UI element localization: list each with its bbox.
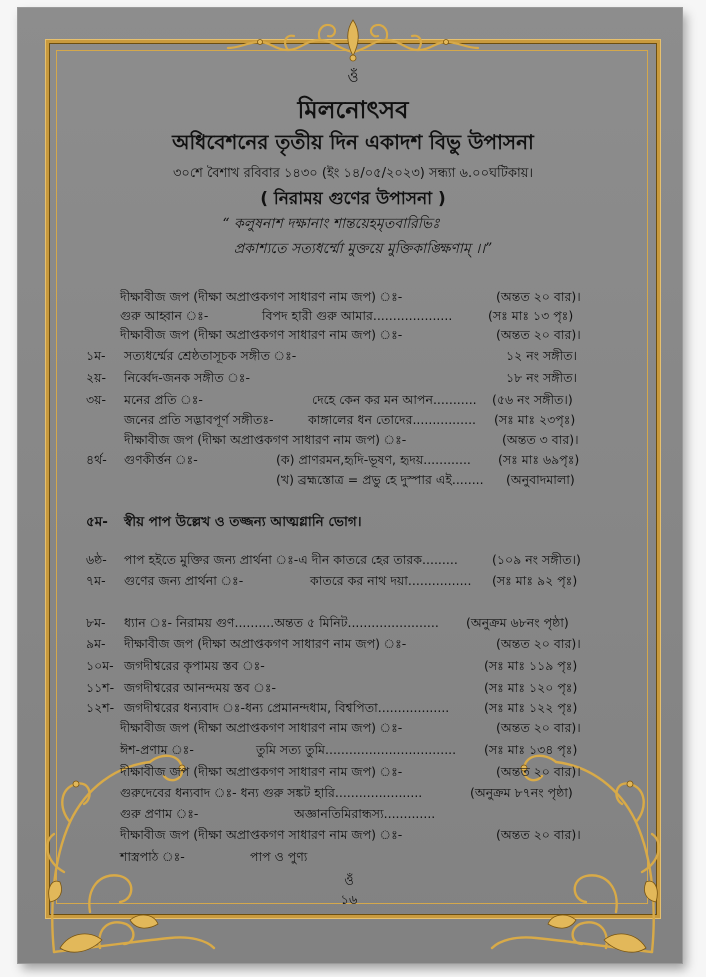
quote-line: “ কলুষনাশ দক্ষানাং শান্তয়েহমৃতবারিভিঃ xyxy=(222,216,440,232)
om-symbol-footer: ওঁ xyxy=(344,874,354,889)
page-subtitle: অধিবেশনের তৃতীয় দিন একাদশ বিভু উপাসনা xyxy=(172,130,534,154)
om-symbol: ওঁ xyxy=(347,68,359,86)
topic-heading: ( নিরাময় গুণের উপাসনা ) xyxy=(260,189,446,209)
date-line: ৩০শে বৈশাখ রবিবার ১৪৩০ (ইং ১৪/০৫/২০২৩) সন্ধ্যা ৬.০০ঘটিকায়। xyxy=(172,166,534,181)
scroll-ornament-icon xyxy=(220,12,486,64)
page-number: ১৬ xyxy=(340,893,358,908)
page: ওঁ মিলনোৎসব অধিবেশনের তৃতীয় দিন একাদশ বিভু উপাসনা ৩০শে বৈশাখ রবিবার ১৪৩০ (ইং ১৪/০৫/২০২৩) সন্ধ্যা ৬.০০ঘটিকায়। ( নিরাময় গুণের উপাসনা ) “ কলুষনাশ দক্ষানাং শান্তয়েহমৃতবারিভিঃ প্রকাশ্যতে সত্যধর্ম্মো মুক্তয়ে মুক্তিকাঙ্ক্ষিণাম্ ।।” দীক্ষাবীজ জপ (দীক্ষা অপ্রাপ্তকগণ সাধারণ নাম জপ) ঃ- (অন্তত ২০ বার)। গুরু আহ্বান ঃ- বিপদ হারী গুরু আমার.................... (সঃ মাঃ ১৩ পৃঃ) দীক্ষাবীজ জপ (দীক্ষা অপ্রাপ্তকগণ সাধারণ নাম জপ) ঃ- (অন্তত ২০ বার)। ১ম- সত্যধর্ম্মের শ্রেষ্ঠতাসূচক সঙ্গীত ঃ- ১২ নং সঙ্গীত। ২য়- নির্ব্বেদ-জনক সঙ্গীত ঃ- ১৮ নং সঙ্গীত। ৩য়- মনের প্রতি ঃ- দেহে কেন কর মন আপন........... (৫৬ নং সঙ্গীত।) জনের প্রতি সদ্ভাবপূর্ণ সঙ্গীতঃ- কাঙ্গালের ধন তোদের................ (সঃ মাঃ ২৩পৃঃ) দীক্ষাবীজ জপ (দীক্ষা অপ্রাপ্তকগণ সাধারণ নাম জপ) ঃ- (অন্তত ৩ বার)। ৪র্থ- গুণকীর্ত্তন ঃ- (ক) প্রাণরমন,হৃদি-ভূষণ, হৃদয়............ (সঃ মাঃ ৬৯পৃঃ) (খ) ব্রহ্মস্তোত্র = প্রভু হে দুস্পার এই........ (অনুবাদমালা) ৫ম- স্বীয় পাপ উল্লেখ ও তজ্জন্য আত্মগ্লানি ভোগ। ৬ষ্ঠ- পাপ হইতে মুক্তির জন্য প্রার্থনা ঃ-এ দীন কাতরে হের তারক......... (১০৯ নং সঙ্গীত।) ৭ম- গুণের জন্য প্রার্থনা ঃ- কাতরে কর নাথ দয়া................ (সঃ মাঃ ৯২ পৃঃ) ৮ম- ধ্যান ঃ- নিরাময় গুণ..........অন্তত ৫ মিনিট....................... (অনুক্রম ৬৮নং পৃষ্ঠা) ৯ম- দীক্ষাবীজ জপ (দীক্ষা অপ্রাপ্তকগণ সাধারণ নাম জপ) ঃ- (অন্তত ২০ বার)। ১০ম- জগদীশ্বরের কৃপাময় স্তব ঃ- (সঃ মাঃ ১১৯ পৃঃ) ১১শ- জগদীশ্বরের আনন্দময় স্তব ঃ- (সঃ মাঃ ১২০ পৃঃ) ১২শ- জগদীশ্বরের ধন্যবাদ ঃ-ধন্য প্রেমানন্দধাম, বিশ্বপিতা.................. (সঃ মাঃ ১২২ পৃঃ) দীক্ষাবীজ জপ (দীক্ষা অপ্রাপ্তকগণ সাধারণ নাম জপ) ঃ- (অন্তত ২০ বার)। ঈশ-প্রণাম ঃ- তুমি সত্য তুমি................................. (সঃ মাঃ ১৩৪ পৃঃ) দীক্ষাবীজ জপ (দীক্ষা অপ্রাপ্তকগণ সাধারণ নাম জপ) ঃ- (অন্তত ২০ বার)। গুরুদেবের ধন্যবাদ ঃ- ধন্য গুরু সঙ্কট হারি...................... (অনুক্রম ৮৭নং পৃষ্ঠা) গুরু প্রণাম ঃ- অজ্ঞানতিমিরান্ধস্য............. দীক্ষাবীজ জপ (দীক্ষা অপ্রাপ্তকগণ সাধারণ নাম জপ) ঃ- (অন্তত ২০ বার)। শাস্ত্রপাঠ ঃ- পাপ ও পুণ্য ওঁ ১৬ xyxy=(0,0,706,977)
quote-line: প্রকাশ্যতে সত্যধর্ম্মো মুক্তয়ে মুক্তিকাঙ্ক্ষিণাম্ ।।” xyxy=(233,241,493,257)
page-title: মিলনোৎসব xyxy=(297,96,409,124)
